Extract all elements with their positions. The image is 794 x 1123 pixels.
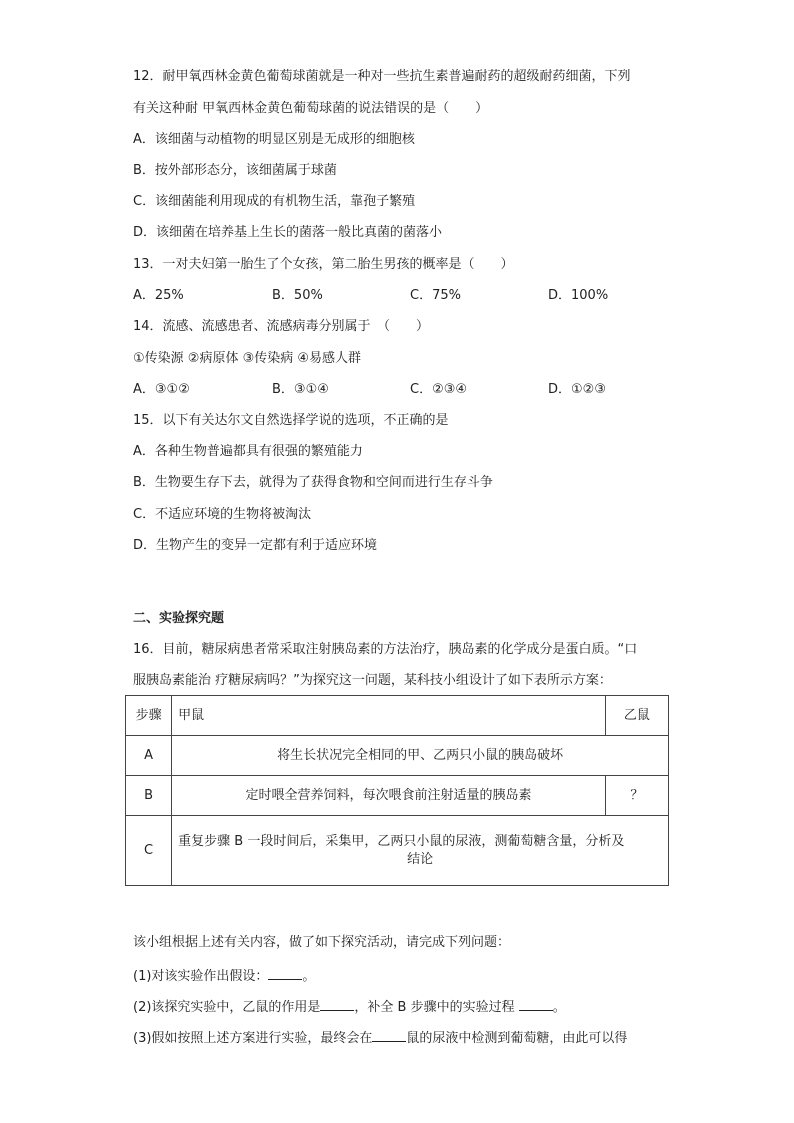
q16-part1-text: (1)对该实验作出假设：: [133, 969, 269, 984]
q15-option-a: A．各种生物普遍都具有很强的繁殖能力: [133, 444, 363, 459]
q16-intro: 该小组根据上述有关内容，做了如下探究活动，请完成下列问题：: [133, 935, 511, 950]
q16-part2-text: (2)该探究实验中，乙鼠的作用是: [133, 1000, 321, 1015]
q15-option-c: C．不适应环境的生物将被淘汰: [133, 507, 312, 522]
header-step: 步骤: [126, 696, 172, 736]
q12-option-a: A．该细菌与动植物的明显区别是无成形的细胞核: [133, 132, 415, 147]
row-c-step: C: [126, 816, 172, 886]
q13-option-d: D．100%: [548, 288, 609, 303]
q14-stem: 14．流感、流感患者、流感病毒分别属于 （ ）: [133, 319, 430, 334]
q16-part2: [133, 997, 566, 1015]
q13-stem: 13．一对夫妇第一胎生了个女孩，第二胎生男孩的概率是（ ）: [133, 257, 514, 272]
q15-stem: 15．以下有关达尔文自然选择学说的选项，不正确的是: [133, 413, 449, 428]
table-row-a: [126, 736, 669, 776]
q14-option-c: C．②③④: [410, 382, 468, 397]
row-a-step: A: [126, 736, 172, 776]
q14-option-d: D．①②③: [548, 382, 606, 397]
q12-option-b: B．按外部形态分，该细菌属于球菌: [133, 163, 337, 178]
q14-option-a: A．③①②: [133, 382, 190, 397]
q13-options: [133, 287, 693, 305]
q12-stem-line1: 12．耐甲氧西林金黄色葡萄球菌就是一种对一些抗生素普遍耐药的超级耐药细菌，下列: [133, 69, 631, 84]
table-header-row: [126, 696, 669, 736]
q16-part3: [133, 1028, 627, 1046]
row-c-cell: [172, 816, 669, 886]
q14-option-b: B．③①④: [272, 382, 329, 397]
q12-option-c: C．该细菌能利用现成的有机物生活，靠孢子繁殖: [133, 194, 416, 209]
q16-part2-mid: ，补全 B 步骤中的实验过程: [354, 1000, 519, 1015]
q13-option-b: B．50%: [272, 288, 323, 303]
q16-part1-end: 。: [302, 969, 316, 984]
q13-option-a: A．25%: [133, 288, 184, 303]
row-b-jia: 定时喂全营养饲料，每次喂食前注射适量的胰岛素: [172, 776, 606, 816]
row-a-text: 将生长状况完全相同的甲、乙两只小鼠的胰岛破坏: [172, 736, 669, 776]
row-c-text-line2: 结论: [407, 851, 434, 867]
q12-stem-line2: 有关这种耐 甲氧西林金黄色葡萄球菌的说法错误的是（ ）: [133, 101, 489, 116]
q15-option-d: D．生物产生的变异一定都有利于适应环境: [133, 538, 378, 553]
row-b-yi: ？: [605, 776, 668, 816]
answer-blank-3[interactable]: [519, 997, 553, 1011]
section-title: 二、实验探究题: [133, 611, 225, 626]
header-jia: 甲鼠: [172, 696, 606, 736]
q16-part3-text: (3)假如按照上述方案进行实验，最终会在: [133, 1031, 373, 1046]
q16-part2-end: 。: [552, 1000, 566, 1015]
table-row-c: [126, 816, 669, 886]
answer-blank-4[interactable]: [372, 1028, 406, 1042]
experiment-table: [125, 695, 669, 886]
q13-option-c: C．75%: [410, 288, 461, 303]
q14-items: ①传染源 ②病原体 ③传染病 ④易感人群: [133, 351, 362, 366]
q16-part1: [133, 966, 315, 984]
answer-blank-2[interactable]: [320, 997, 354, 1011]
header-yi: 乙鼠: [605, 696, 668, 736]
table-row-b: [126, 776, 669, 816]
q16-stem-line1: 16．目前，糖尿病患者常采取注射胰岛素的方法治疗，胰岛素的化学成分是蛋白质。“口: [133, 642, 638, 657]
q15-option-b: B．生物要生存下去，就得为了获得食物和空间而进行生存斗争: [133, 475, 493, 490]
row-c-text-line1: 重复步骤 B 一段时间后，采集甲，乙两只小鼠的尿液，测葡萄糖含量，分析及: [178, 833, 625, 849]
q16-part3-end: 鼠的尿液中检测到葡萄糖，由此可以得: [406, 1031, 628, 1046]
q12-option-d: D．该细菌在培养基上生长的菌落一般比真菌的菌落小: [133, 225, 443, 240]
answer-blank-1[interactable]: [268, 966, 302, 980]
row-b-step: B: [126, 776, 172, 816]
q14-options: [133, 381, 693, 399]
q16-stem-line2: 服胰岛素能治 疗糖尿病吗？”为探究这一问题，某科技小组设计了如下表所示方案：: [133, 673, 612, 688]
